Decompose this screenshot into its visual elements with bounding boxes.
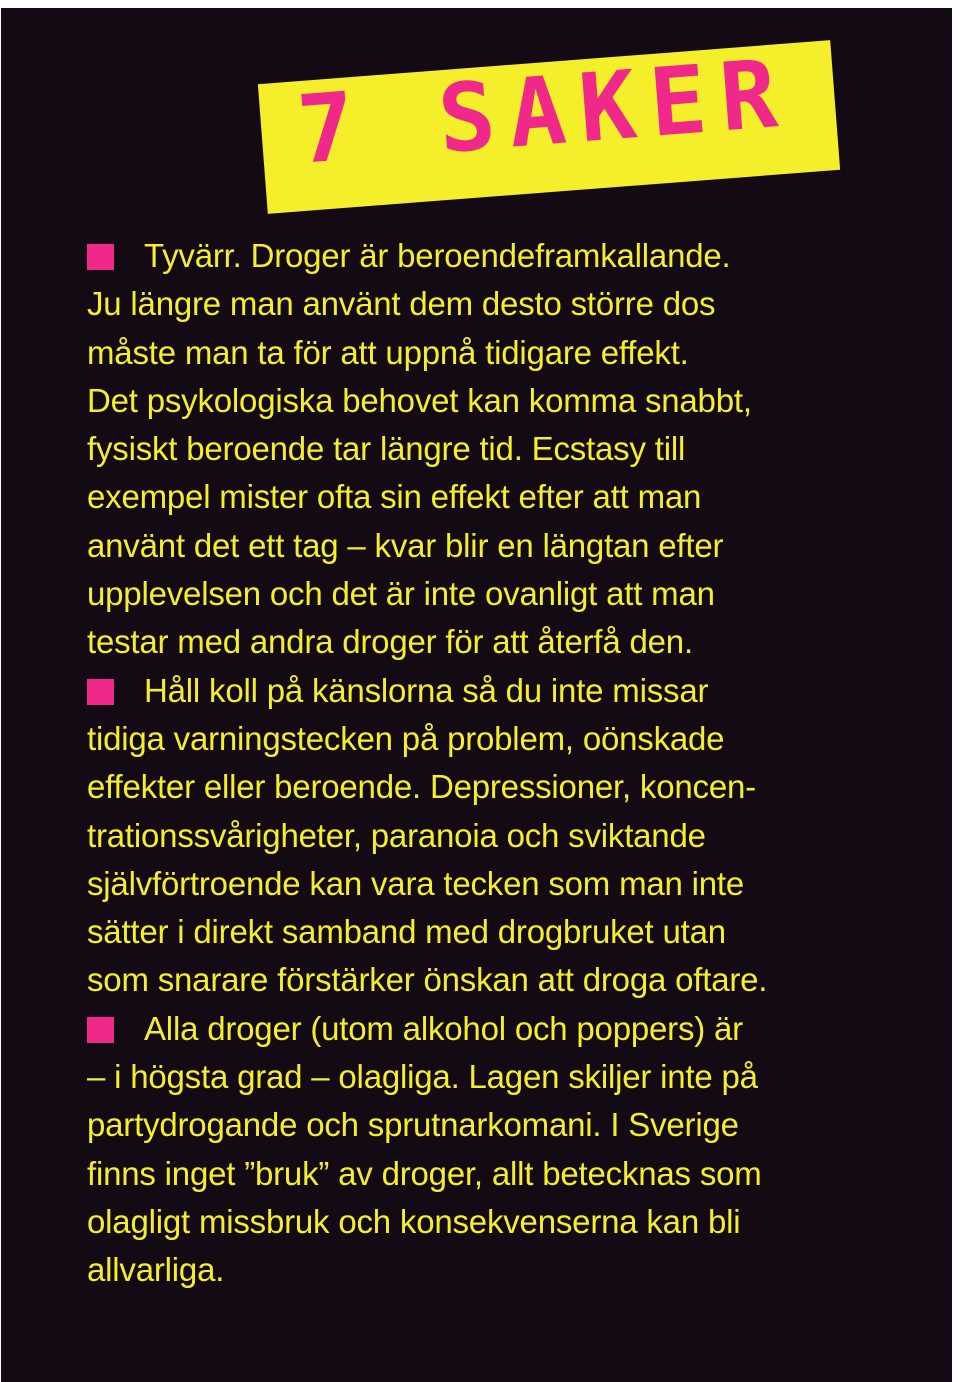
- text-line: partydrogande och sprutnarkomani. I Sverige: [87, 1106, 739, 1144]
- text-line: självförtroende kan vara tecken som man inte: [87, 864, 745, 902]
- text-line: olagligt missbruk och konsekvenserna kan bli: [87, 1202, 741, 1240]
- paragraph-3-line-1: Alla droger (utom alkohol och poppers) är: [144, 1009, 743, 1047]
- page-title: 7 SAKER: [293, 39, 795, 186]
- paragraph-1-line-1: Tyvärr. Droger är beroendeframkallande.: [144, 237, 731, 274]
- paragraph-2-line-1: Håll koll på känslorna så du inte missar: [144, 671, 709, 709]
- text-line: – i högsta grad – olagliga. Lagen skiljer inte på: [87, 1058, 758, 1096]
- text-line: [87, 1005, 907, 1053]
- text-line: Det psykologiska behovet kan komma snabbt,: [87, 381, 752, 419]
- text-line: sätter i direkt samband med drogbruket utan: [87, 913, 726, 951]
- text-line: trationssvårigheter, paranoia och sviktande: [87, 816, 706, 854]
- text-line: effekter eller beroende. Depressioner, koncen-: [87, 768, 756, 806]
- text-line: [87, 232, 907, 280]
- body-text: [87, 232, 907, 1295]
- text-line: som snarare förstärker önskan att droga oftare.: [87, 961, 768, 999]
- text-line: [87, 667, 907, 715]
- text-line: allvarliga.: [87, 1251, 225, 1289]
- text-line: Ju längre man använt dem desto större dos: [87, 285, 716, 323]
- text-line: tidiga varningstecken på problem, oönskade: [87, 719, 725, 757]
- text-line: använt det ett tag – kvar blir en längtan efter: [87, 526, 724, 564]
- bullet-square-icon: [87, 1017, 114, 1043]
- text-line: upplevelsen och det är inte ovanligt att man: [87, 575, 715, 613]
- text-line: fysiskt beroende tar längre tid. Ecstasy till: [87, 430, 686, 468]
- text-line: måste man ta för att uppnå tidigare effekt.: [87, 333, 689, 371]
- bullet-square-icon: [87, 244, 114, 270]
- text-line: exempel mister ofta sin effekt efter att man: [87, 478, 702, 516]
- bullet-square-icon: [87, 679, 114, 705]
- text-line: finns inget ”bruk” av droger, allt betecknas som: [87, 1154, 762, 1192]
- text-line: testar med andra droger för att återfå den.: [87, 623, 693, 661]
